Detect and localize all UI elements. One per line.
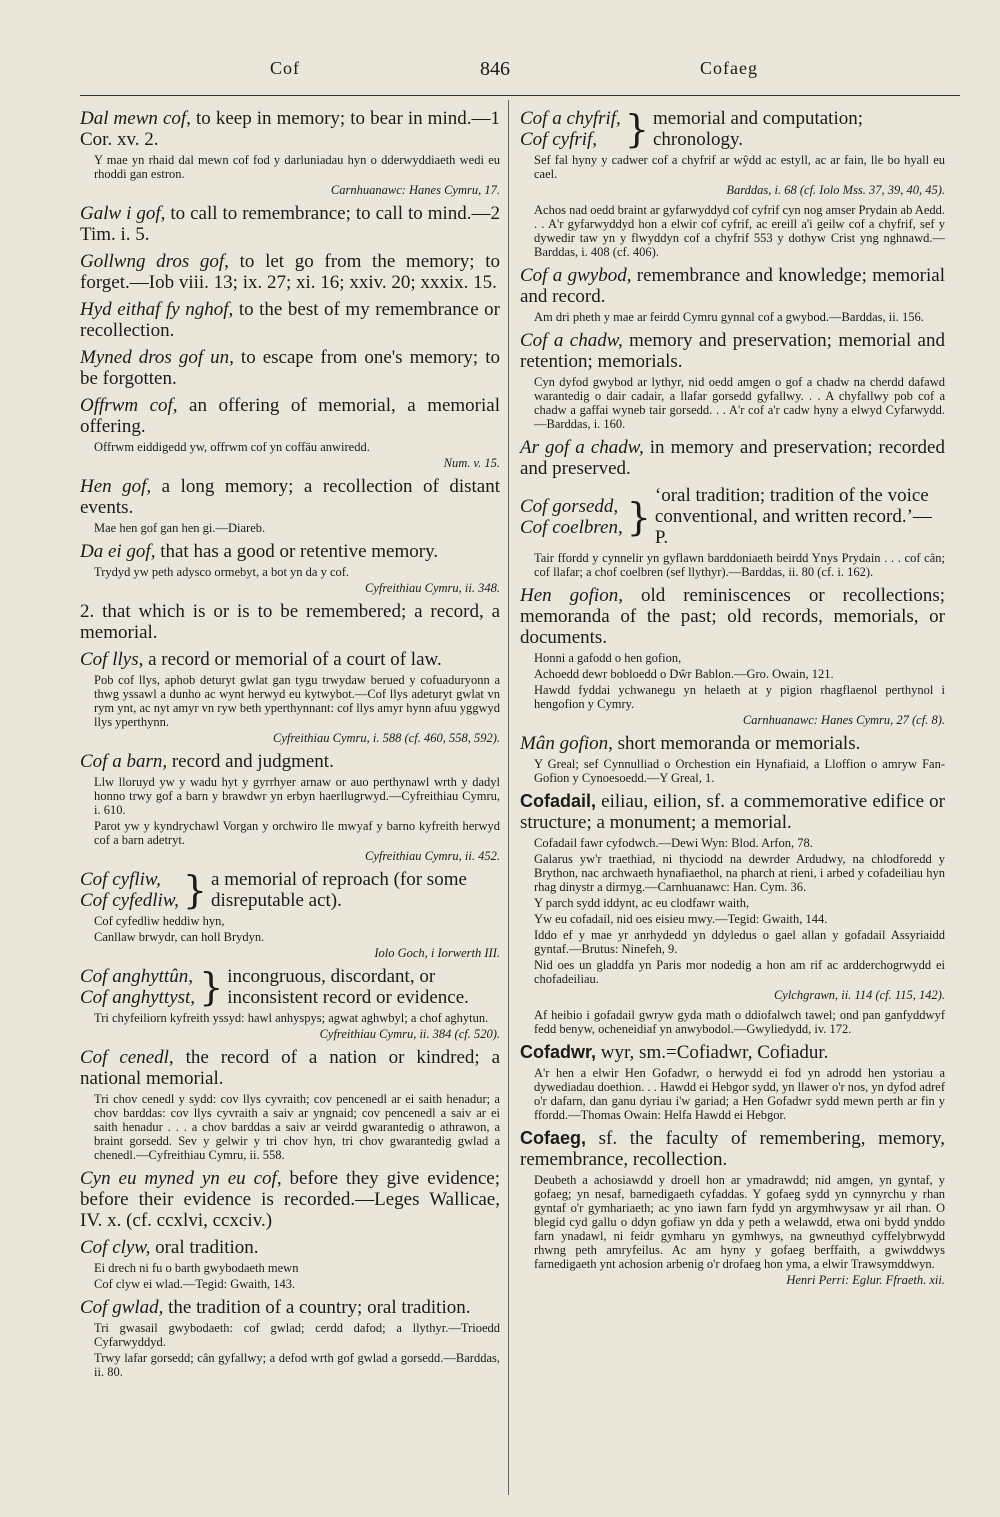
citation-quote: Yw eu cofadail, nid oes eisieu mwy.—Tegid: Gwaith, 144.	[534, 912, 828, 926]
entry-definition	[80, 203, 500, 245]
headword: Hen gof,	[80, 476, 152, 497]
definition-text: a memorial of reproach (for some disreputable act).	[211, 869, 467, 911]
headword: Cof cyfedliw,	[80, 890, 179, 911]
citation-quote: Ei drech ni fu o barth gwybodaeth mewn	[94, 1261, 299, 1275]
entry-definition	[520, 791, 945, 833]
citation-quote: Hawdd fyddai ychwanegu yn helaeth at y pigion rhagflaenol perthynol i hengofion y Cymry.	[534, 683, 945, 711]
entry-definition	[80, 1237, 500, 1258]
definition-text: short memoranda or memorials.	[612, 733, 861, 754]
paired-headwords	[80, 966, 500, 1008]
header-right-word: Cofaeg	[700, 58, 758, 78]
dictionary-entry	[80, 1168, 500, 1231]
dictionary-entry	[80, 347, 500, 389]
paired-headwords	[520, 485, 945, 548]
headword: Galw i gof,	[80, 203, 166, 224]
definition-text: a record or memorial of a court of law.	[143, 649, 442, 670]
headword: Cof a barn,	[80, 751, 168, 772]
definition-text: in memory and preservation; recorded and preserved.	[520, 437, 945, 479]
headword: Dal mewn cof,	[80, 108, 191, 129]
definition-text: to the best of my remembrance or recollection.	[80, 299, 500, 341]
citation-source: Cyfreithiau Cymru, i. 588 (cf. 460, 558, 592).	[273, 731, 500, 745]
right-column	[520, 108, 945, 1293]
dictionary-entry	[520, 791, 945, 1002]
definition-text: remembrance and knowledge; memorial and record.	[520, 265, 945, 307]
headword: Cof anghyttyst,	[80, 987, 196, 1008]
citation-source: Carnhuanawc: Hanes Cymru, 17.	[330, 183, 500, 197]
headword: Cof a chadw,	[520, 330, 623, 351]
page-header	[40, 58, 960, 88]
entry-definition	[520, 585, 945, 648]
headword-pair	[520, 496, 623, 538]
dictionary-entry	[80, 1237, 500, 1291]
dictionary-entry	[80, 1047, 500, 1162]
headword: Offrwm cof,	[80, 395, 178, 416]
citation-source: Cyfreithiau Cymru, ii. 384 (cf. 520).	[319, 1027, 500, 1041]
headword: Myned dros gof un,	[80, 347, 234, 368]
entry-definition	[520, 265, 945, 307]
citation-source: Cyfreithiau Cymru, ii. 452.	[365, 849, 500, 863]
headword: Mân gofion,	[520, 733, 613, 754]
entry-definition	[80, 751, 500, 772]
definition-text: the tradition of a country; oral tradition.	[163, 1297, 471, 1318]
citation-quote: Canllaw brwydr, can holl Brydyn.	[94, 930, 265, 944]
citation-quote: Pob cof llys, aphob deturyt gwlat gan tygu trwydaw berued y cofuaduryonn a thwg yssawl a dunho ac wynt herwyd eu kytwybot.—Cof llys adeturyt gwlat vn rym ynt, ac nyt amyr vn ryw beth yperthynnant: cof llys amyr hynn afuu yggwyd llys yperthynn.	[94, 673, 500, 729]
citation-source: Henri Perri: Eglur. Ffraeth. xii.	[786, 1273, 945, 1287]
headword: Cyn eu myned yn eu cof,	[80, 1168, 282, 1189]
citation-quote: Y mae yn rhaid dal mewn cof fod y darluniadau hyn o dderwyddiaeth wedi eu rhoddi gan estron.	[94, 153, 500, 181]
citation-quote: Achoedd dewr bobloedd o Dŵr Bablon.—Gro. Owain, 121.	[534, 667, 834, 681]
headword: Cof gwlad,	[80, 1297, 164, 1318]
definition-text: wyr, sm.=Cofiadwr, Cofiadur.	[596, 1042, 829, 1063]
definition-text: to keep in memory; to bear in mind.—1 Cor. xv. 2.	[80, 108, 500, 150]
dictionary-entry	[80, 251, 500, 293]
entry-definition	[520, 1128, 945, 1170]
left-column	[80, 108, 500, 1385]
dictionary-entry	[520, 733, 945, 785]
entry-definition	[80, 395, 500, 437]
entry-definition	[520, 437, 945, 479]
dictionary-entry	[80, 395, 500, 470]
citation-source: Carnhuanawc: Hanes Cymru, 27 (cf. 8).	[742, 713, 945, 727]
entry-definition	[520, 733, 945, 754]
entry-definition	[80, 601, 500, 643]
dictionary-entry	[520, 1128, 945, 1287]
citation-quote: Mae hen gof gan hen gi.—Diareb.	[94, 521, 266, 535]
dictionary-entry	[80, 203, 500, 245]
paired-headwords	[80, 869, 500, 911]
headword: Cof clyw,	[80, 1237, 151, 1258]
headword: Cof a chyfrif,	[520, 108, 621, 129]
definition-text: old reminiscences or recollections; memoranda of the past; old records, memorials, or documents.	[520, 585, 945, 648]
definition-text: 2. that which is or is to be remembered; a record, a memorial.	[80, 601, 500, 643]
citation-quote: Trwy lafar gorsedd; cân gyfallwy; a defod wrth gof gwlad a gorsedd.—Barddas, ii. 80.	[94, 1351, 500, 1379]
headword: Cof cyfrif,	[520, 129, 598, 150]
citation-quote: Honni a gafodd o hen gofion,	[534, 651, 682, 665]
entry-definition	[80, 1297, 500, 1318]
dictionary-entry	[80, 966, 500, 1041]
dictionary-entry	[80, 649, 500, 745]
entry-definition	[80, 541, 500, 562]
brace-mark: }	[182, 868, 208, 912]
citation-quote: Llw lloruyd yw y wadu hyt y gyrrhyer arnaw or auo perthynawl wrth y dadyl honno trwy gof a barn y brawdwr yn erbyn haerllugrwyd.—Cyfreithiau Cymru, i. 610.	[94, 775, 500, 817]
citation-quote: Iddo ef y mae yr anrhydedd yn ddyledus o gael allan y gofadail Assyriaidd gyntaf.—Brutus: Ninefeh, 9.	[534, 928, 945, 956]
definition-text: incongruous, discordant, or inconsistent record or evidence.	[227, 966, 469, 1008]
entry-definition	[80, 649, 500, 670]
citation-source: Num. v. 15.	[443, 456, 500, 470]
header-rule	[80, 95, 960, 96]
headword: Cof llys,	[80, 649, 144, 670]
entry-definition	[80, 476, 500, 518]
citation-quote: Achos nad oedd braint ar gyfarwyddyd cof cyfrif cyn nog amser Prydain ab Aedd. . . A'r gyfarwyddyd hon a elwir cof cyfrif, ac ereill a'i geilw cof a chyfrif, sef y dywedir taw yn y flwyddyn cof a chyfrif 553 y dothyw Crist yng nghnawd.—Barddas, i. 408 (cf. 406).	[534, 203, 945, 259]
dictionary-entry	[520, 265, 945, 324]
citation-quote: Am dri pheth y mae ar feirdd Cymru gynnal cof a gwybod.—Barddas, ii. 156.	[534, 310, 924, 324]
citation-source: Cylchgrawn, ii. 114 (cf. 115, 142).	[773, 988, 945, 1002]
citation-quote: Sef fal hyny y cadwer cof a chyfrif ar wŷdd ac estyll, ac ar fain, lle bo hyall eu cael.	[534, 153, 945, 181]
definition-text: sf. the faculty of remembering, memory, remembrance, recollection.	[520, 1128, 945, 1170]
definition-text: record and judgment.	[167, 751, 334, 772]
citation-quote: Tair ffordd y cynnelir yn gyflawn barddoniaeth beirdd Ynys Prydain . . . cof cân; cof llafar; a chof coelbren (sef llythyr).—Barddas, ii. 80 (cf. i. 162).	[534, 551, 945, 579]
citation-quote: Offrwm eiddigedd yw, offrwm cof yn coffäu anwiredd.	[94, 440, 370, 454]
headword: Cof coelbren,	[520, 516, 623, 538]
dictionary-entry	[520, 437, 945, 479]
entry-definition	[520, 1042, 945, 1063]
headword: Hyd eithaf fy nghof,	[80, 299, 234, 320]
definition-text: memory and preservation; memorial and retention; memorials.	[520, 330, 945, 372]
definition-text: memorial and computation; chronology.	[653, 108, 864, 150]
dictionary-entry	[520, 1008, 945, 1036]
dictionary-entry	[520, 330, 945, 431]
brace-mark: }	[626, 494, 651, 539]
dictionary-entry	[80, 869, 500, 960]
citation-source: Iolo Goch, i Iorwerth III.	[374, 946, 500, 960]
headword-pair	[520, 108, 621, 150]
citation-quote: Trydyd yw peth adysco ormebyt, a bot yn da y cof.	[94, 565, 350, 579]
citation-quote: Y Greal; sef Cynnulliad o Orchestion ein Hynafiaid, a Lloffion o amryw Fan-Gofion y Cynoesoedd.—Y Greal, 1.	[534, 757, 945, 785]
definition-text: to call to remembrance; to call to mind.—2 Tim. i. 5.	[80, 203, 500, 245]
definition-text: eiliau, eilion, sf. a commemorative edifice or structure; a monument; a memorial.	[520, 791, 945, 833]
brace-mark: }	[624, 107, 649, 151]
citation-quote: Af heibio i gofadail gwryw gyda math o ddiofalwch tawel; ond pan ganfyddwyf fedd benyw, ocheneidiaf yn anwybodol.—Gwyliedydd, iv. 172.	[534, 1008, 945, 1036]
column-divider	[508, 100, 509, 1495]
dictionary-entry	[520, 485, 945, 579]
definition-text: the record of a nation or kindred; a national memorial.	[80, 1047, 500, 1089]
definition-text: that has a good or retentive memory.	[155, 541, 439, 562]
citation-quote: A'r hen a elwir Hen Gofadwr, o herwydd ei fod yn adrodd hen ystoriau a dywediadau doethion. . . Hawdd ei Hebgor sydd, yn llawer o'r nos, yn dyfod adref o'r dafarn, dan ganu dyriau i'w gariad; a Hen Gofadwr sydd mewn perth ar fin y ffordd.—Thomas Owain: Helfa Hawdd ei Hebgor.	[534, 1066, 945, 1122]
citation-quote: Parot yw y kyndrychawl Vorgan y orchwiro lle mwyaf y barno kyfreith herwyd cof a barn adetryt.	[94, 819, 500, 847]
citation-quote: Deubeth a achosiawdd y droell hon ar ymadrawdd; nid amgen, yn gyntaf, y gofaeg; yn nesaf, barnedigaeth cyfaddas. Y gofaeg sydd yn cynnyrchu y rhan gyntaf o'r gymhariaeth; ac yno iawn farn fydd yn argymhwysaw yr ail rhan. O blegid cyd gallu o ddyn gofiaw yn dda y peth a welawdd, etwa oni bydd ynddo farn ynadawl, ni feidr gymharu yn gymhwys, na gwneuthyd cyffelybrwydd rhwng peth amryfeilus. Ac am hyny y gofaeg berffaith, a gwiwddwys farnedigaeth ynt achosion arbenig o'r drofaeg hon yma, a elwir Trawsymddwyn.	[534, 1173, 945, 1271]
citation-quote: Tri gwasail gwybodaeth: cof gwlad; cerdd dafod; a llythyr.—Trioedd Cyfarwyddyd.	[94, 1321, 500, 1349]
headword: Hen gofion,	[520, 585, 623, 606]
headword: Cof cenedl,	[80, 1047, 174, 1068]
dictionary-entry	[520, 1042, 945, 1122]
citation-source: Cyfreithiau Cymru, ii. 348.	[365, 581, 500, 595]
citation-quote: Cof cyfedliw heddiw hyn,	[94, 914, 225, 928]
page-number: 846	[480, 58, 510, 80]
definition-text: to let go from the memory; to forget.—Iob viii. 13; ix. 27; xi. 16; xxiv. 20; xxxix. 15.	[80, 251, 500, 293]
dictionary-entry	[520, 108, 945, 197]
definition-text: ‘oral tradition; tradition of the voice conventional, and written record.’—P.	[654, 485, 932, 548]
headword: Cof cyfliw,	[80, 869, 161, 890]
main-headword: Cofadail,	[520, 791, 597, 811]
main-headword: Cofaeg,	[520, 1128, 587, 1148]
main-headword: Cofadwr,	[520, 1042, 597, 1062]
headword: Cof gorsedd,	[520, 495, 619, 517]
dictionary-entry	[80, 751, 500, 863]
headword: Cof a gwybod,	[520, 265, 632, 286]
brace-mark: }	[199, 965, 224, 1009]
dictionary-entry	[80, 1297, 500, 1379]
definition-text: an offering of memorial, a memorial offering.	[80, 395, 500, 437]
headword: Da ei gof,	[80, 541, 156, 562]
entry-definition	[80, 1047, 500, 1089]
dictionary-entry	[80, 601, 500, 643]
headword: Ar gof a chadw,	[520, 437, 644, 458]
entry-definition	[520, 330, 945, 372]
definition-text: before they give evidence; before their evidence is recorded.—Leges Wallicae, IV. x. (cf. ccxlvi, ccxciv.)	[80, 1168, 500, 1231]
definition-text: oral tradition.	[150, 1237, 259, 1258]
citation-quote: Nid oes un gladdfa yn Paris mor nodedig a hon am rif ac ardderchogrwydd ei chofadeiliau.	[534, 958, 945, 986]
citation-quote: Cofadail fawr cyfodwch.—Dewi Wyn: Blod. Arfon, 78.	[534, 836, 813, 850]
citation-quote: Tri chyfeiliorn kyfreith yssyd: hawl anhyspys; agwat aghwbyl; a chof aghytun.	[94, 1011, 489, 1025]
entry-definition	[80, 108, 500, 150]
citation-quote: Cof clyw ei wlad.—Tegid: Gwaith, 143.	[94, 1277, 296, 1291]
citation-quote: Tri chov cenedl y sydd: cov llys cyvraith; cov pencenedl ar ei saith henadur; a chov barddas: cov llys cyvraith a saiv ar yngnaid; cov pencenedl a saiv ar ei saith henadur . . . a chov barddas a saiv ar veirdd gwarantedig o athrawon, a braint gorsedd. Sev y gelwir y tri chov hyn, tri chov gwarantedig gwlad a chenedl.—Cyfreithiau Cymru, ii. 558.	[94, 1092, 500, 1162]
headword-pair	[80, 966, 195, 1008]
paired-headwords	[520, 108, 945, 150]
dictionary-entry	[520, 203, 945, 259]
entry-definition	[80, 299, 500, 341]
headword-pair	[80, 869, 179, 911]
citation-source: Barddas, i. 68 (cf. Iolo Mss. 37, 39, 40, 45).	[726, 183, 945, 197]
dictionary-entry	[80, 541, 500, 595]
header-left-word: Cof	[270, 58, 300, 78]
definition-text: to escape from one's memory; to be forgotten.	[80, 347, 501, 389]
definition-text: a long memory; a recollection of distant events.	[80, 476, 500, 518]
headword: Cof anghyttûn,	[80, 966, 193, 987]
dictionary-entry	[80, 299, 500, 341]
citation-quote: Y parch sydd iddynt, ac eu clodfawr waith,	[534, 896, 750, 910]
entry-definition	[80, 347, 500, 389]
dictionary-entry	[80, 108, 500, 197]
headword: Gollwng dros gof,	[80, 251, 229, 272]
citation-quote: Cyn dyfod gwybod ar lythyr, nid oedd amgen o gof a chadw na cherdd dafawd warantedig o dair cadair, a llafar gorsedd gyfallwy. . . A chyfallwy pob cof a chadw a gaffai wyneb tair gorsedd. . . A'r cof a'r cadw hyny a elwyd Cyfarwydd.—Barddas, i. 160.	[534, 375, 945, 431]
dictionary-entry	[80, 476, 500, 535]
entry-definition	[80, 1168, 500, 1231]
dictionary-entry	[520, 585, 945, 727]
entry-definition	[80, 251, 500, 293]
citation-quote: Galarus yw'r traethiad, ni thyciodd na dewrder Ardudwy, na chlodforedd y Brython, nac archwaeth hynafiaethol, na pharch at rieni, i arbed y cofadeiliau hyn rhag dinystr a dirmyg.—Carnhuanawc: Han. Cym. 36.	[534, 852, 945, 894]
